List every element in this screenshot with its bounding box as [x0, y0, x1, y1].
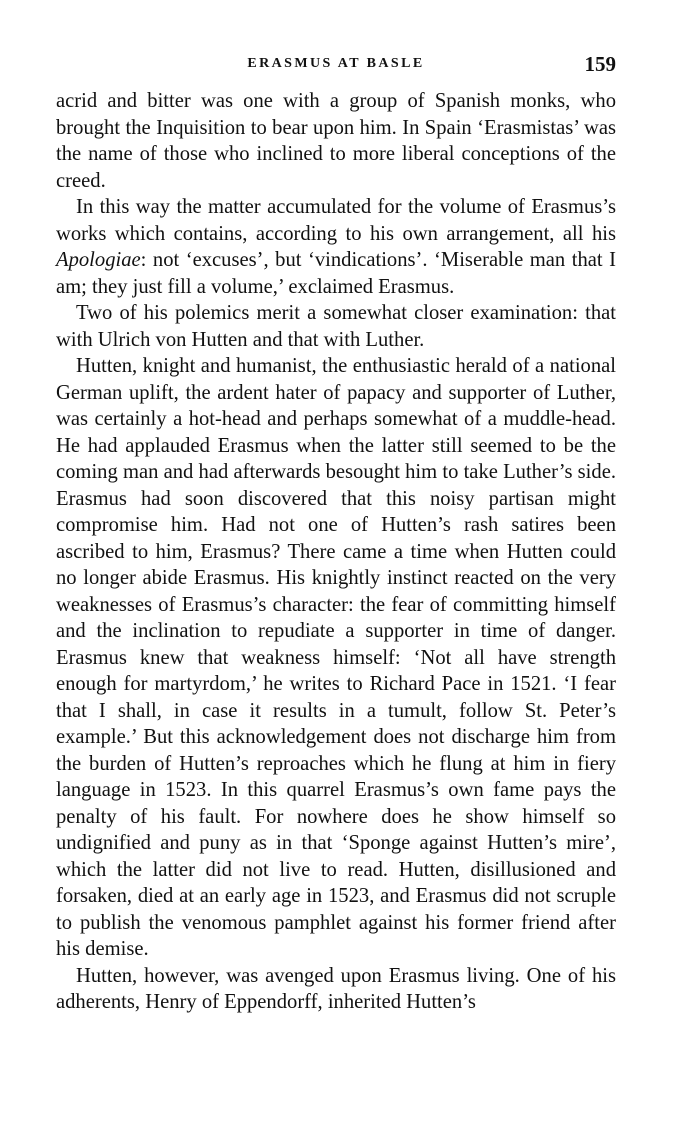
- page-number: 159: [584, 52, 616, 76]
- paragraph-1: [56, 88, 616, 194]
- book-page: [56, 52, 616, 1016]
- running-head: [56, 52, 616, 78]
- paragraph-5-text: Hutten, however, was avenged upon Erasmus living. One of his adherents, Henry of Eppendorff, inherited Hutten’s: [56, 964, 616, 1013]
- body-text: [56, 88, 616, 1016]
- paragraph-2-text-end: : not ‘excuses’, but ‘vindications’. ‘Miserable man that I am; they just fill a volume,’ exclaimed Erasmus.: [56, 249, 616, 298]
- paragraph-3-text: Two of his polemics merit a somewhat closer examination: that with Ulrich von Hutten and that with Luther.: [56, 302, 616, 351]
- paragraph-1-text: acrid and bitter was one with a group of Spanish monks, who brought the Inquisition to bear upon him. In Spain ‘Erasmistas’ was the name of those who inclined to more liberal conceptions of the creed.: [56, 90, 616, 192]
- paragraph-4: [56, 353, 616, 963]
- paragraph-5: [56, 963, 616, 1016]
- running-title: ERASMUS AT BASLE: [247, 56, 425, 71]
- apologiae-italic: Apologiae: [56, 249, 141, 271]
- paragraph-3: [56, 300, 616, 353]
- paragraph-2: [56, 194, 616, 300]
- paragraph-4-text: Hutten, knight and humanist, the enthusiastic herald of a national German uplift, the ardent hater of papacy and supporter of Luther, was certainly a hot-head and perhaps somewhat of a muddle-head. He had applauded Erasmus when the latter still seemed to be the coming man and had afterwards besought him to take Luther’s side. Erasmus had soon discovered that this noisy partisan might compromise him. Had not one of Hutten’s rash satires been ascribed to him, Erasmus? There came a time when Hutten could no longer abide Erasmus. His knightly instinct reacted on the very weaknesses of Erasmus’s character: the fear of committing himself and the inclination to repudiate a supporter in time of danger. Erasmus knew that weakness himself: ‘Not all have strength enough for martyrdom,’ he writes to Richard Pace in 1521. ‘I fear that I shall, in case it results in a tumult, follow St. Peter’s example.’ But this acknowledgement does not discharge him from the burden of Hutten’s reproaches which he flung at him in fiery language in 1523. In this quarrel Erasmus’s own fame pays the penalty of his fault. For nowhere does he show himself so undignified and puny as in that ‘Sponge against Hutten’s mire’, which the latter did not live to read. Hutten, disillusioned and forsaken, died at an early age in 1523, and Erasmus did not scruple to publish the venomous pamphlet against his former friend after his demise.: [56, 355, 616, 960]
- paragraph-2-text-start: In this way the matter accumulated for the volume of Erasmus’s works which contains, according to his own arrangement, all his: [56, 196, 616, 245]
